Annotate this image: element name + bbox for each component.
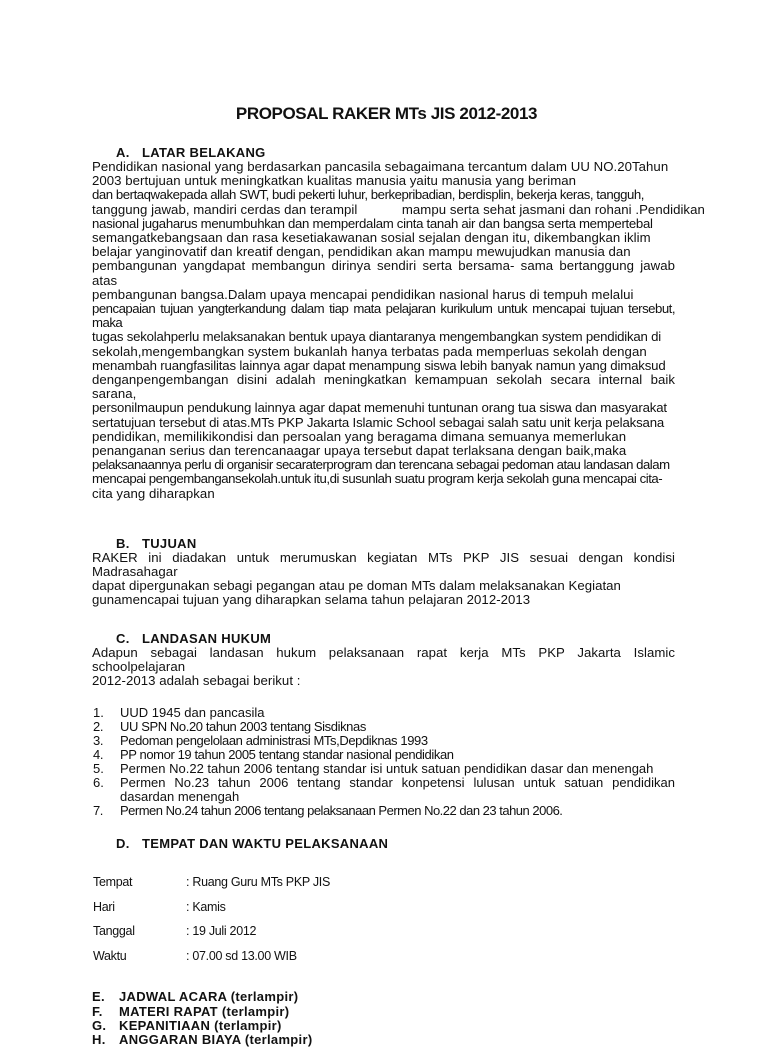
paragraph-line: pendidikan, memilikikondisi dan persoalan yang beragama dimana semuanya memerlukan bbox=[92, 428, 627, 444]
list-item bbox=[92, 734, 675, 748]
paragraph-line: pembangunan yangdapat membangun dirinya sendiri serta bersama- sama bertanggung jawab atas bbox=[92, 258, 675, 288]
list-number: 3. bbox=[93, 733, 104, 749]
section-letter: D. bbox=[116, 836, 130, 852]
section-title: LANDASAN HUKUM bbox=[142, 630, 272, 646]
paragraph-line: tugas sekolahperlu melaksanakan bentuk upaya diantaranya mengembangkan system pendidikan di bbox=[92, 329, 662, 345]
paragraph-line: penanganan serius dan terencanaagar upaya tersebut dapat terlaksana dengan baik,maka bbox=[92, 443, 627, 459]
paragraph-line: mencapai pengembangansekolah.untuk itu,di susunlah suatu program kerja sekolah guna mencapai cita- bbox=[92, 471, 663, 487]
paragraph-line: 2012-2013 adalah sebagai berikut : bbox=[92, 673, 301, 689]
attachment-item bbox=[92, 1005, 675, 1019]
schedule-label: Waktu bbox=[93, 948, 127, 963]
list-number: 5. bbox=[93, 761, 104, 777]
list-number: 2. bbox=[93, 719, 104, 735]
attachment-item bbox=[92, 1019, 675, 1033]
section-b-heading bbox=[92, 536, 675, 551]
paragraph-line: dan bertaqwakepada allah SWT, budi pekerti luhur, berkepribadian, berdisplin, bekerja keras, tangguh, bbox=[92, 187, 645, 203]
schedule-value: : Ruang Guru MTs PKP JIS bbox=[186, 875, 331, 890]
paragraph-line: RAKER ini diadakan untuk merumuskan kegiatan MTs PKP JIS sesuai dengan kondisi Madrasahagar bbox=[92, 549, 675, 580]
section-title: TEMPAT DAN WAKTU PELAKSANAAN bbox=[142, 836, 389, 852]
list-item bbox=[92, 804, 675, 818]
paragraph-line: denganpengembangan disini adalah meningkatkan kemampuan sekolah secara internal baik sarana, bbox=[92, 372, 675, 402]
paragraph-line: Adapun sebagai landasan hukum pelaksanaan rapat kerja MTs PKP Jakarta Islamic schoolpelajaran bbox=[92, 644, 675, 674]
section-a-body bbox=[92, 159, 705, 501]
section-title: LATAR BELAKANG bbox=[142, 145, 266, 160]
list-item bbox=[92, 720, 675, 734]
section-letter: A. bbox=[116, 145, 130, 160]
attachment-item bbox=[92, 1033, 675, 1047]
list-text: UU SPN No.20 tahun 2003 tentang Sisdiknas bbox=[120, 719, 366, 735]
attachment-text: MATERI RAPAT (terlampir) bbox=[119, 1003, 290, 1019]
section-letter: C. bbox=[116, 630, 130, 646]
section-letter: F. bbox=[92, 1003, 103, 1019]
attachment-list bbox=[92, 990, 675, 1047]
section-b-body bbox=[92, 551, 675, 608]
list-item bbox=[92, 776, 675, 804]
list-item bbox=[92, 762, 675, 776]
section-c-heading bbox=[92, 631, 675, 646]
schedule-row bbox=[92, 949, 675, 974]
section-letter: H. bbox=[92, 1032, 106, 1047]
section-letter: G. bbox=[92, 1017, 107, 1033]
paragraph-line: 2003 bertujuan untuk meningkatkan kualitas manusia yaitu manusia yang beriman bbox=[92, 173, 577, 189]
section-letter: B. bbox=[116, 535, 130, 551]
list-item bbox=[92, 706, 675, 720]
schedule-row bbox=[92, 900, 675, 925]
list-text: Pedoman pengelolaan administrasi MTs,Depdiknas 1993 bbox=[120, 733, 428, 749]
list-number: 4. bbox=[93, 747, 104, 763]
list-number: 7. bbox=[93, 803, 103, 819]
schedule-row bbox=[92, 924, 675, 949]
paragraph-line: dapat dipergunakan sebagi pegangan atau pe doman MTs dalam melaksanakan Kegiatan bbox=[92, 578, 621, 594]
schedule-value: : 07.00 sd 13.00 WIB bbox=[186, 948, 297, 963]
paragraph-line: pelaksanaannya perlu di organisir secaraterprogram dan terencana sebagai pedoman atau landasan dalam bbox=[92, 457, 670, 473]
list-text: Permen No.22 tahun 2006 tentang standar isi untuk satuan pendidikan dasar dan menengah bbox=[120, 761, 654, 777]
list-text: Permen No.23 tahun 2006 tentang standar konpetensi lulusan untuk satuan pendidikan dasardan menengah bbox=[120, 775, 675, 805]
section-d-heading bbox=[92, 836, 675, 851]
paragraph-line: gunamencapai tujuan yang diharapkan selama tahun pelajaran 2012-2013 bbox=[92, 592, 531, 608]
attachment-text: KEPANITIAAN (terlampir) bbox=[119, 1017, 282, 1033]
paragraph-line: personilmaupun pendukung lainnya agar dapat memenuhi tuntunan orang tua siswa dan masyarakat bbox=[92, 400, 667, 416]
list-text: UUD 1945 dan pancasila bbox=[120, 705, 265, 721]
paragraph-line: tanggung jawab, mandiri cerdas dan terampil mampu serta sehat jasmani dan rohani .Pendidikan bbox=[92, 201, 705, 217]
paragraph-line: semangatkebangsaan dan rasa kesetiakawanan sosial sejalan dengan itu, dikembangkan iklim bbox=[92, 230, 651, 246]
paragraph-line: pencapaian tujuan yangterkandung dalam tiap mata pelajaran kurikulum untuk mencapai tujuan tersebut, maka bbox=[92, 301, 675, 331]
paragraph-line: sertatujuan tersebut di atas.MTs PKP Jakarta Islamic School sebagai salah satu unit kerja pelaksana bbox=[92, 414, 665, 430]
schedule-value: : 19 Juli 2012 bbox=[186, 924, 257, 939]
paragraph-line: sekolah,mengembangkan system bukanlah hanya terbatas pada memperluas sekolah dengan bbox=[92, 343, 647, 359]
legal-basis-list bbox=[92, 706, 675, 818]
schedule-label: Tanggal bbox=[93, 924, 135, 939]
paragraph-line: menambah ruangfasilitas lainnya agar dapat menampung siswa lebih banyak namun yang dimaksud bbox=[92, 357, 666, 373]
list-number: 1. bbox=[93, 705, 104, 721]
list-text: PP nomor 19 tahun 2005 tentang standar nasional pendidikan bbox=[120, 747, 454, 763]
list-number: 6. bbox=[93, 775, 104, 791]
schedule-value: : Kamis bbox=[186, 899, 226, 914]
schedule-row bbox=[92, 875, 675, 900]
schedule-label: Hari bbox=[93, 899, 115, 914]
paragraph-line: belajar yanginovatif dan kreatif dengan, pendidikan akan mampu mewujudkan manusia dan bbox=[92, 244, 631, 260]
schedule-table bbox=[92, 875, 675, 973]
paragraph-line: pembangunan bangsa.Dalam upaya mencapai pendidikan nasional harus di tempuh melalui bbox=[92, 286, 634, 302]
section-a-heading bbox=[92, 145, 675, 160]
attachment-text: JADWAL ACARA (terlampir) bbox=[119, 989, 299, 1005]
list-text: Permen No.24 tahun 2006 tentang pelaksanaan Permen No.22 dan 23 tahun 2006. bbox=[120, 803, 563, 819]
attachment-item bbox=[92, 990, 675, 1004]
list-item bbox=[92, 748, 675, 762]
page-title: PROPOSAL RAKER MTs JIS 2012-2013 bbox=[235, 104, 538, 123]
attachment-text: ANGGARAN BIAYA (terlampir) bbox=[119, 1032, 313, 1047]
paragraph-line: Pendidikan nasional yang berdasarkan pancasila sebagaimana tercantum dalam UU NO.20Tahun bbox=[92, 159, 669, 174]
section-title: TUJUAN bbox=[142, 535, 197, 551]
section-letter: E. bbox=[92, 989, 105, 1005]
paragraph-line: cita yang diharapkan bbox=[92, 485, 215, 501]
paragraph-line: nasional jugaharus menumbuhkan dan memperdalam cinta tanah air dan bangsa serta mempertebal bbox=[92, 215, 653, 231]
schedule-label: Tempat bbox=[93, 875, 133, 890]
section-c-body bbox=[92, 646, 675, 689]
